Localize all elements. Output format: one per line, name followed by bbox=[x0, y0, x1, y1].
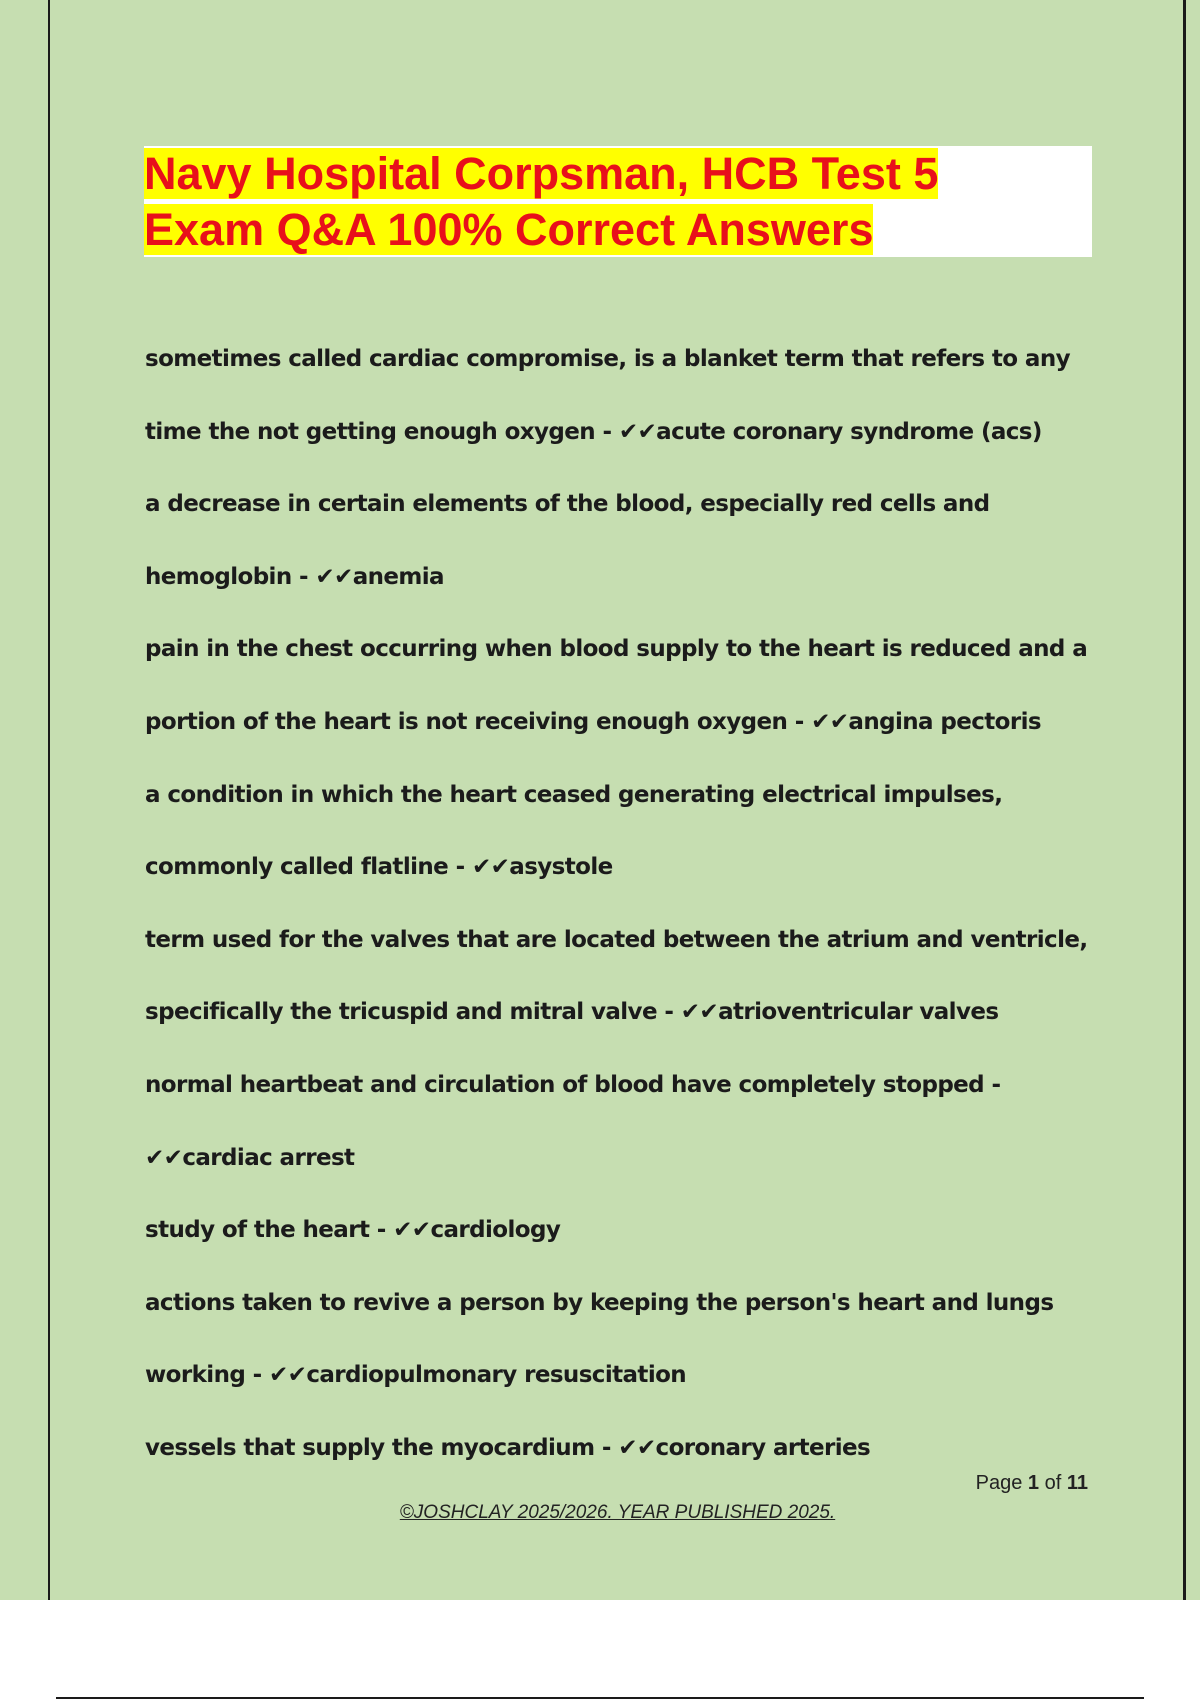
qa-item bbox=[145, 759, 1105, 904]
answer-text: coronary arteries bbox=[655, 1434, 871, 1461]
question-text: term used for the valves that are located between the atrium and ventricle, specifically the tricuspid and mitral valve - bbox=[145, 926, 1088, 1026]
qa-item bbox=[145, 1049, 1105, 1194]
answer-text: cardiac arrest bbox=[182, 1144, 355, 1171]
question-text: pain in the chest occurring when blood supply to the heart is reduced and a portion of the heart is not receiving enough oxygen - bbox=[145, 636, 1088, 735]
question-text: sometimes called cardiac compromise, is a blanket term that refers to any time the not getting enough oxygen - bbox=[145, 346, 1070, 445]
qa-item bbox=[145, 904, 1105, 1049]
double-check-icon: ✔✔ bbox=[315, 563, 353, 590]
qa-item bbox=[145, 613, 1105, 758]
title-box bbox=[144, 146, 1092, 257]
double-check-icon: ✔✔ bbox=[811, 708, 849, 735]
double-check-icon: ✔✔ bbox=[393, 1217, 431, 1244]
page-label: Page bbox=[975, 1472, 1023, 1494]
answer-text: angina pectoris bbox=[848, 708, 1041, 735]
page-current: 1 bbox=[1027, 1472, 1040, 1494]
page-number bbox=[940, 1472, 1088, 1495]
qa-item bbox=[145, 468, 1105, 613]
double-check-icon: ✔✔ bbox=[618, 418, 657, 445]
answer-text: acute coronary syndrome (acs) bbox=[656, 418, 1042, 445]
answer-text: anemia bbox=[352, 563, 444, 590]
double-check-icon: ✔✔ bbox=[145, 1144, 183, 1171]
qa-item bbox=[145, 1267, 1105, 1412]
left-border bbox=[48, 0, 50, 1600]
document-title bbox=[144, 146, 1092, 258]
title-line-1: Navy Hospital Corpsman, HCB Test 5 bbox=[144, 148, 939, 199]
answer-text: cardiopulmonary resuscitation bbox=[306, 1362, 687, 1389]
copyright-footer: ©JOSHCLAY 2025/2026. YEAR PUBLISHED 2025. bbox=[399, 1502, 836, 1523]
double-check-icon: ✔✔ bbox=[680, 999, 719, 1026]
title-line-2: Exam Q&A 100% Correct Answers bbox=[144, 204, 874, 255]
right-border bbox=[1183, 0, 1186, 1600]
answer-text: atrioventricular valves bbox=[718, 999, 999, 1026]
bottom-rule bbox=[56, 1697, 1144, 1699]
qa-item bbox=[145, 1194, 1105, 1267]
question-text: normal heartbeat and circulation of blood have completely stopped - bbox=[145, 1071, 1001, 1098]
qa-list bbox=[145, 323, 1105, 1485]
qa-item bbox=[145, 323, 1105, 468]
double-check-icon: ✔✔ bbox=[471, 854, 510, 881]
question-text: vessels that supply the myocardium - bbox=[145, 1434, 619, 1461]
answer-text: asystole bbox=[509, 854, 613, 881]
question-text: a condition in which the heart ceased generating electrical impulses, commonly called flatline - bbox=[145, 781, 1003, 881]
question-text: a decrease in certain elements of the blood, especially red cells and hemoglobin - bbox=[145, 491, 990, 590]
double-check-icon: ✔✔ bbox=[268, 1362, 307, 1389]
page-of: of bbox=[1044, 1472, 1062, 1494]
page-total: 11 bbox=[1066, 1472, 1088, 1494]
double-check-icon: ✔✔ bbox=[618, 1434, 656, 1461]
question-text: actions taken to revive a person by keeping the person's heart and lungs working - bbox=[145, 1289, 1054, 1389]
question-text: study of the heart - bbox=[145, 1217, 394, 1244]
answer-text: cardiology bbox=[430, 1217, 561, 1244]
